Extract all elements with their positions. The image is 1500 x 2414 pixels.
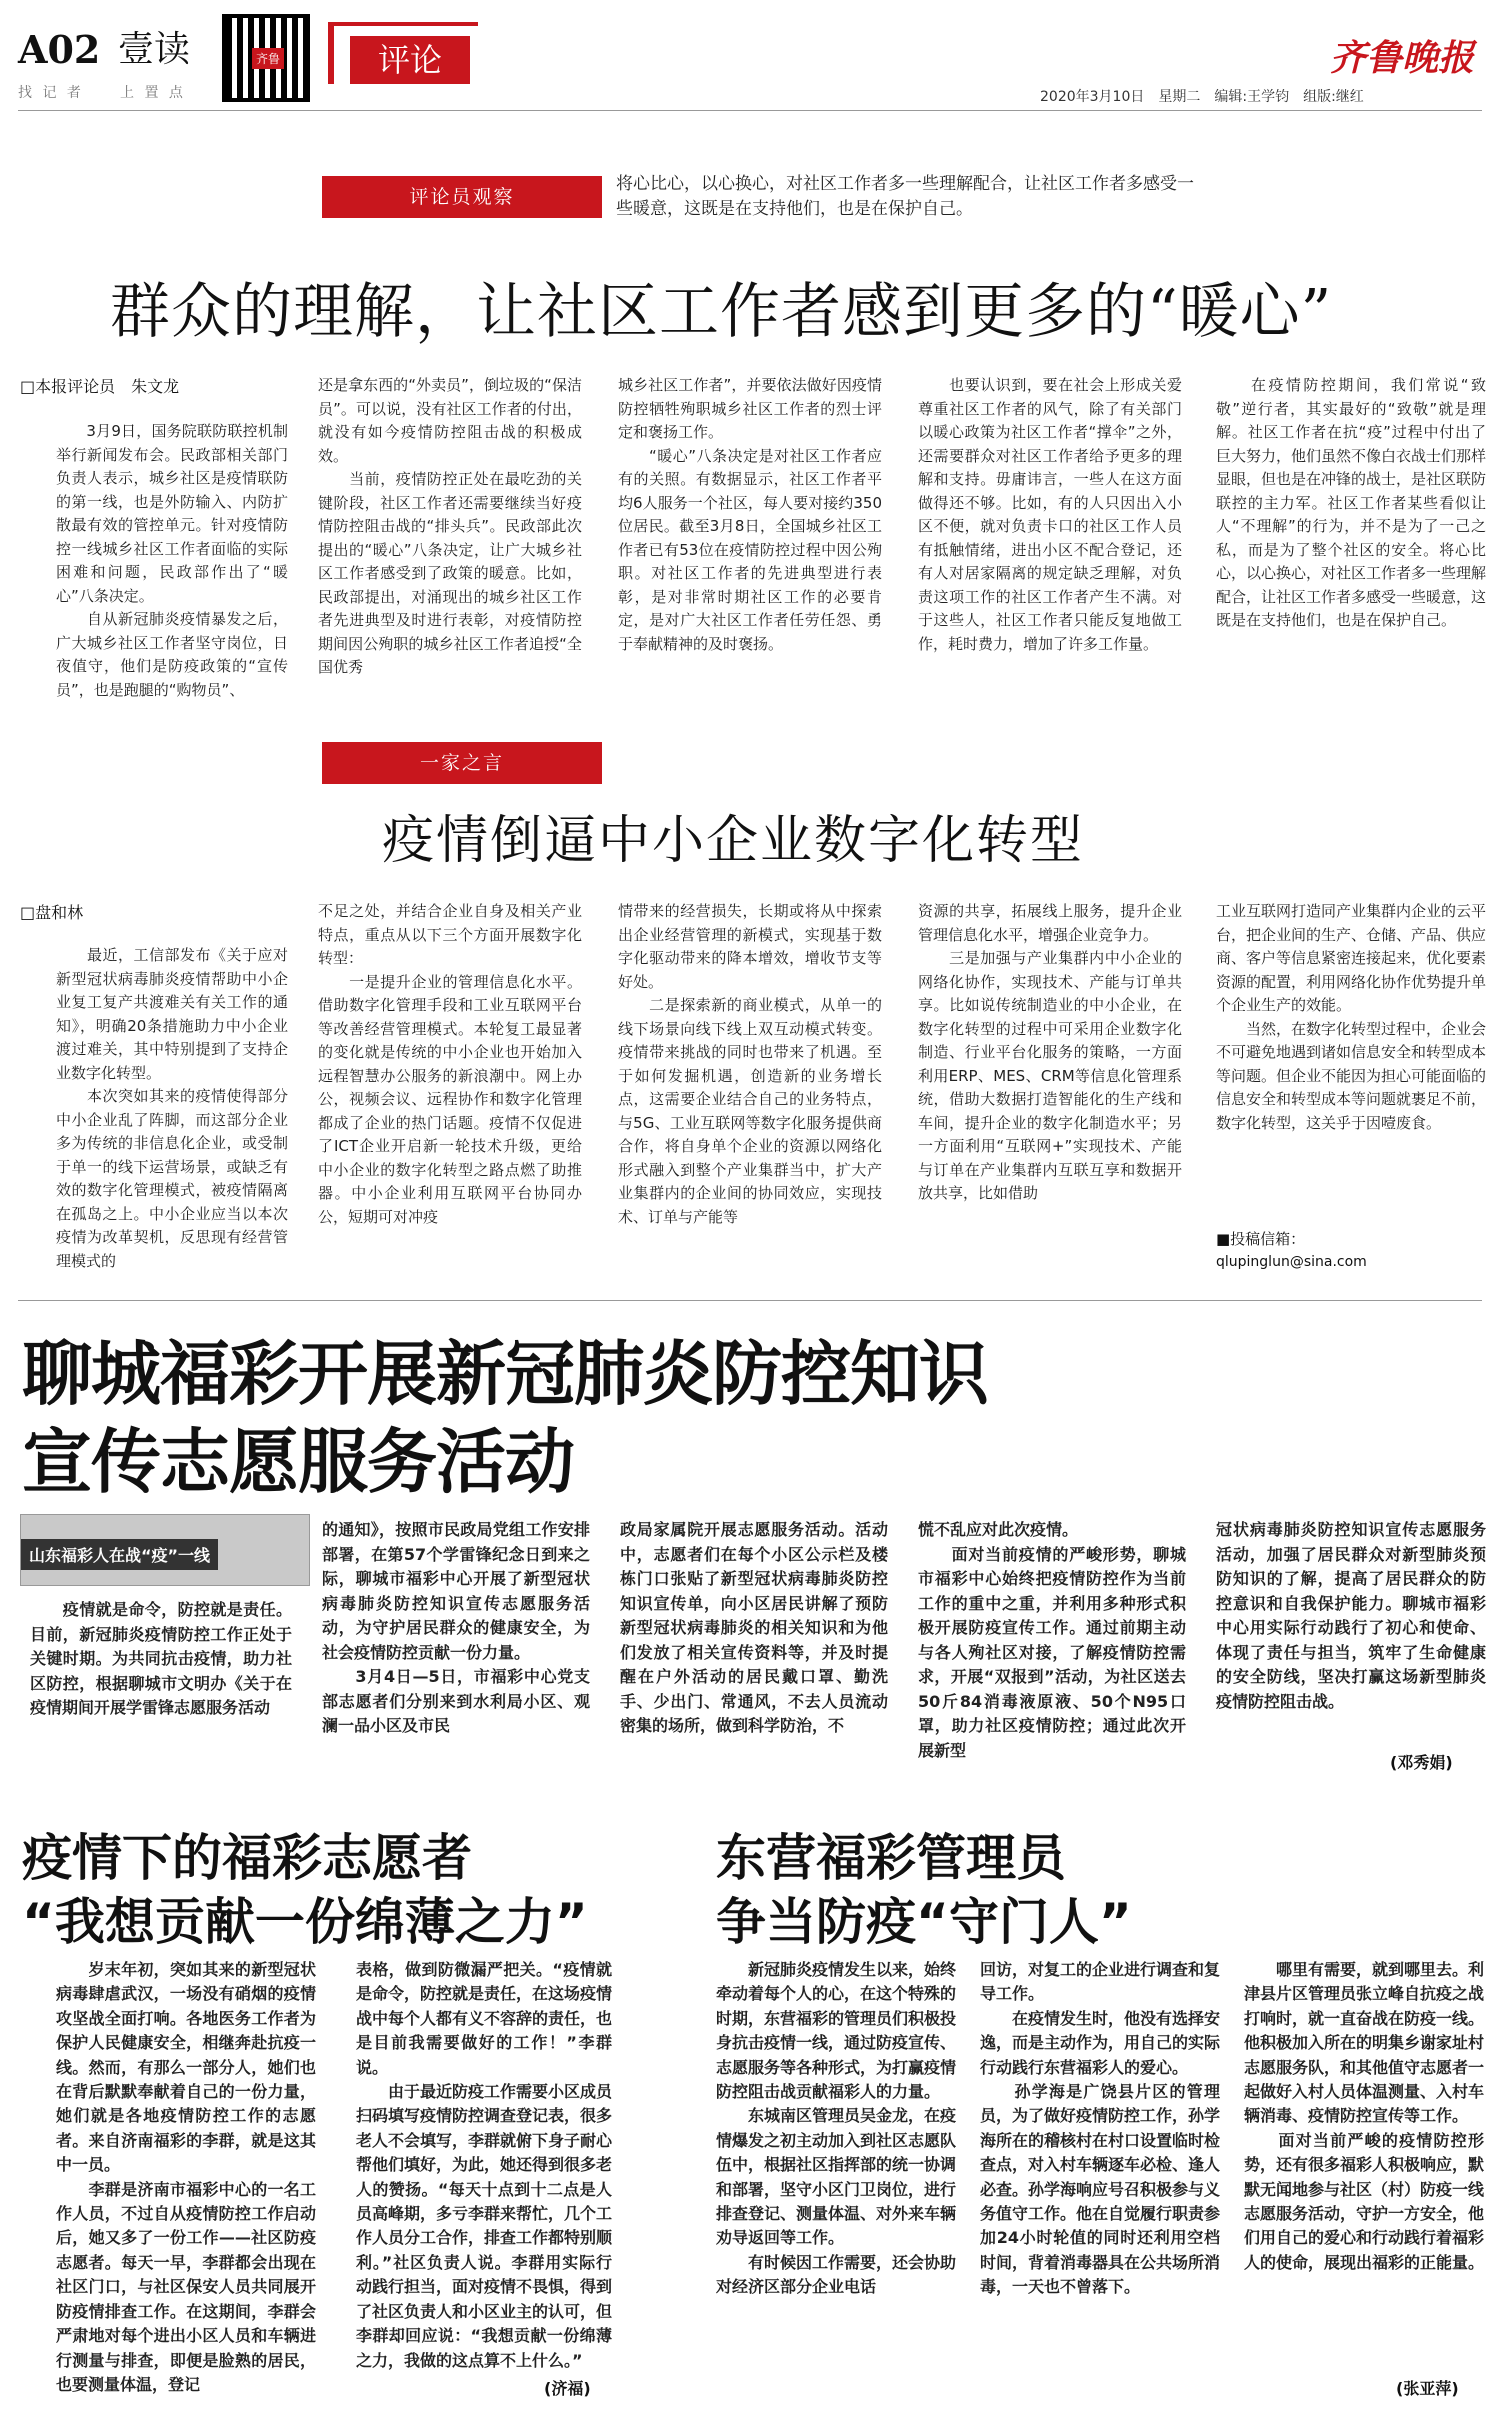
newspaper-logo: 齐鲁晚报 bbox=[1330, 37, 1475, 79]
section-tab-label: 评论 bbox=[350, 36, 470, 84]
article1-col-4: 也要认识到，要在社会上形成关爱尊重社区工作者的风气，除了有关部门以暖心政策为社区工作者“撑伞”之外，还需要群众对社区工作者给予更多的理解和支持。毋庸讳言，一些人在这方面做得还不够。比如，有的人只因出入小区不便，就对负责卡口的社区工作人员有抵触情绪，进出小区不配合登记，还有人对居家隔离的规定缺乏理解，对负责这项工作的社区工作者产生不满。对于这些人，社区工作者只能反复地做工作，耗时费力，增加了许多工作量。 bbox=[918, 376, 1182, 653]
article2-tag: 一家之言 bbox=[322, 742, 602, 784]
article5-title-line-1: 东营福彩管理员 bbox=[716, 1829, 1066, 1887]
article3-banner-text: 山东福彩人在战“疫”一线 bbox=[21, 1539, 218, 1570]
page-number: A02 bbox=[18, 27, 101, 72]
article3-title-line-1: 聊城福彩开展新冠肺炎防控知识 bbox=[22, 1333, 988, 1415]
article3-title-line-2: 宣传志愿服务活动 bbox=[22, 1421, 574, 1503]
article2-col-2: 不足之处，并结合企业自身及相关产业特点，重点从以下三个方面开展数字化转型： 一是提升企业的管理信息化水平。借助数字化管理手段和工业互联网平台等改善经营管理模式。本轮复工最显著的变化就是传统的中小企业也开始加入远程智慧办公服务的新浪潮中。网上办公，视频会议、远程协作和数字化管理都成了企业的热门话题。疫情不仅促进了ICT企业开启新一轮技术升级，更给中小企业的数字化转型之路点燃了助推器。中小企业利用互联网平台协同办公，短期可对冲疫 bbox=[318, 902, 582, 1226]
article2-col-4: 资源的共享，拓展线上服务，提升企业管理信息化水平，增强企业竞争力。 三是加强与产业集群内中小企业的网络化协作，实现技术、产能与订单共享。比如说传统制造业的中小企业，在数字化转型的过程中可采用企业数字化制造、行业平台化服务的策略，一方面利用ERP、MES、CRM等信息化管理系统，借助大数据打造智能化的生产线和车间，提升企业的数字化制造水平；另一方面利用“互联网+”实现技术、产能与订单在产业集群内互联互享和数据开放共享，比如借助 bbox=[918, 902, 1182, 1202]
masthead-divider bbox=[18, 110, 1482, 111]
article3-top-divider bbox=[18, 1300, 1482, 1301]
article2-contrib-email[interactable]: qlupinglun@sina.com bbox=[1216, 1254, 1367, 1270]
qr-label: 齐鲁 bbox=[252, 48, 284, 69]
article3-col-3: 政局家属院开展志愿服务活动。活动中，志愿者们在每个小区公示栏及楼栋门口张贴了新型冠状病毒肺炎防控知识宣传单，向小区居民讲解了预防新型冠状病毒肺炎的相关知识和为他们发放了相关宣传资料等，并及时提醒在户外活动的居民戴口罩、勤洗手、少出门、常通风，不去人员流动密集的场所，做到科学防治，不 bbox=[620, 1520, 888, 1735]
article4-sign: (济福) bbox=[544, 2379, 591, 2398]
article2-col-1: 最近，工信部发布《关于应对新型冠状病毒肺炎疫情帮助中小企业复工复产共渡难关有关工作的通知》，明确20条措施助力中小企业渡过难关，其中特别提到了支持企业数字化转型。 本次突如其来的疫情使得部分中小企业乱了阵脚，而这部分企业多为传统的非信息化企业，或受制于单一的线下运营场景，或缺乏有效的数字化管理模式，被疫情隔离在孤岛之上。中小企业应当以本次疫情为改革契机，反思现有经营管理模式的 bbox=[56, 946, 288, 1270]
article1-col-1: 3月9日，国务院联防联控机制举行新闻发布会。民政部相关部门负责人表示，城乡社区是疫情联防的第一线，也是外防输入、内防扩散最有效的管控单元。针对疫情防控一线城乡社区工作者面临的实际困难和问题，民政部作出了“暖心”八条决定。 自从新冠肺炎疫情暴发之后，广大城乡社区工作者坚守岗位，日夜值守，他们是防疫政策的“宣传员”，也是跑腿的“购物员”、 bbox=[56, 422, 288, 699]
article3-col-5: 冠状病毒肺炎防控知识宣传志愿服务活动，加强了居民群众对新型肺炎预防知识的了解，提高了居民群众的防控意识和自我保护能力。聊城市福彩中心用实际行动践行了初心和使命、体现了责任与担当，筑牢了生命健康的安全防线，坚决打赢这场新型肺炎疫情防控阻击战。 bbox=[1216, 1520, 1486, 1711]
article5-title-line-2: 争当防疫“守门人” bbox=[716, 1893, 1132, 1951]
article5-col-2: 回访，对复工的企业进行调查和复导工作。 在疫情发生时，他没有选择安逸，而是主动作为，用自己的实际行动践行东营福彩人的爱心。 孙学海是广饶县片区的管理员，为了做好疫情防控工作，孙学海所在的稽核村在村口设置临时检查点，对入村车辆逐车必检、逢人必查。孙学海响应号召积极参与义务值守工作。他在自觉履行职责参加24小时轮值的同时还利用空档时间，背着消毒器具在公共场所消毒，一天也不曾落下。 bbox=[980, 1960, 1220, 2297]
article1-col-2: 还是拿东西的“外卖员”，倒垃圾的“保洁员”。可以说，没有社区工作者的付出，就没有如今疫情防控阻击战的积极成效。 当前，疫情防控正处在最吃劲的关键阶段，社区工作者还需要继续当好疫情防控阻击战的“排头兵”。民政部此次提出的“暖心”八条决定，让广大城乡社区工作者感受到了政策的暖意。比如，民政部提出，对涌现出的城乡社区工作者先进典型及时进行表彰，对疫情防控期间因公殉职的城乡社区工作者追授“全国优秀 bbox=[318, 376, 582, 676]
article5-col-3: 哪里有需要，就到哪里去。利津县片区管理员张立峰自抗疫之战打响时，就一直奋战在防疫一线。他积极加入所在的明集乡谢家址村志愿服务队，和其他值守志愿者一起做好入村人员体温测量、入村车辆消毒、疫情防控宣传等工作。 面对当前严峻的疫情防控形势，还有很多福彩人积极响应，默默无闻地参与社区（村）防疫一线志愿服务活动，守护一方安全，他们用自己的爱心和行动践行着福彩人的使命，展现出福彩的正能量。 bbox=[1244, 1960, 1484, 2272]
article3-col-1: 疫情就是命令，防控就是责任。目前，新冠肺炎疫情防控工作正处于关键时期。为共同抗击疫情，助力社区防控，根据聊城市文明办《关于在疫情期间开展学雷锋志愿服务活动 bbox=[30, 1600, 292, 1717]
section-name: 壹读 bbox=[118, 29, 191, 70]
article4-col-2: 表格，做到防微漏严把关。“疫情就是命令，防控就是责任，在这场疫情战中每个人都有义不容辞的责任，也是目前我需要做好的工作！”李群说。 由于最近防疫工作需要小区成员扫码填写疫情防控调查登记表，很多老人不会填写，李群就俯下身子耐心帮他们填好，为此，她还得到很多老人的赞扬。“每天十点到十二点是人员高峰期，多亏李群来帮忙，几个工作人员分工合作，排查工作都特别顺利。”社区负责人说。李群用实际行动践行担当，面对疫情不畏惧，得到了社区负责人和小区业主的认可，但李群却回应说：“我想贡献一份绵薄之力，我做的这点算不上什么。” bbox=[356, 1960, 612, 2370]
article5-sign: (张亚萍) bbox=[1396, 2379, 1459, 2398]
qr-code-icon[interactable] bbox=[222, 14, 310, 102]
article3-sign: (邓秀娟) bbox=[1390, 1753, 1453, 1772]
article5-col-1: 新冠肺炎疫情发生以来，始终牵动着每个人的心，在这个特殊的时期，东营福彩的管理员们积极投身抗击疫情一线，通过防疫宣传、志愿服务等各种形式，为打赢疫情防控阻击战贡献福彩人的力量。 东城南区管理员吴金龙，在疫情爆发之初主动加入到社区志愿队伍中，根据社区指挥部的统一协调和部署，坚守小区门卫岗位，进行排查登记、测量体温、对外来车辆劝导返回等工作。 有时候因工作需要，还会协助对经济区部分企业电话 bbox=[716, 1960, 956, 2297]
article3-banner-image bbox=[20, 1514, 310, 1586]
masthead-sub-2: 上 置 点 bbox=[120, 85, 186, 101]
article1-deck: 将心比心，以心换心，对社区工作者多一些理解配合，让社区工作者多感受一些暖意，这既是在支持他们，也是在保护自己。 bbox=[616, 174, 1194, 219]
article1-col-3: 城乡社区工作者”，并要依法做好因疫情防控牺牲殉职城乡社区工作者的烈士评定和褒扬工作。 “暖心”八条决定是对社区工作者应有的关照。有数据显示，社区工作者平均6人服务一个社区，每人要对接约350位居民。截至3月8日，全国城乡社区工作者已有53位在疫情防控过程中因公殉职。对社区工作者的先进典型进行表彰，是对非常时期社区工作的必要肯定，是对广大社区工作者任劳任怨、勇于奉献精神的及时褒扬。 bbox=[618, 376, 882, 653]
date-line: 2020年3月10日 星期二 编辑:王学钧 组版:继红 bbox=[1040, 89, 1364, 105]
article2-col-5: 工业互联网打造同产业集群内企业的云平台，把企业间的生产、仓储、产品、供应商、客户等信息紧密连接起来，优化要素资源的配置，利用网络化协作优势提升单个企业生产的效能。 当然，在数字化转型过程中，企业会不可避免地遇到诸如信息安全和转型成本等问题。但企业不能因为担心可能面临的信息安全和转型成本等问题就裹足不前，数字化转型，这关乎于因噎废食。 bbox=[1216, 902, 1486, 1132]
masthead-sub-1: 找 记 者 bbox=[18, 85, 84, 101]
article2-title: 疫情倒逼中小企业数字化转型 bbox=[382, 811, 1085, 871]
article1-title: 群众的理解，让社区工作者感到更多的“暖心” bbox=[110, 277, 1333, 347]
article4-title-line-1: 疫情下的福彩志愿者 bbox=[22, 1829, 472, 1887]
article1-byline: □本报评论员 朱文龙 bbox=[20, 377, 180, 396]
article4-col-1: 岁末年初，突如其来的新型冠状病毒肆虐武汉，一场没有硝烟的疫情攻坚战全面打响。各地医务工作者为保护人民健康安全，相继奔赴抗疫一线。然而，有那么一部分人，她们也在背后默默奉献着自己的一份力量，她们就是各地疫情防控工作的志愿者。来自济南福彩的李群，就是这其中一员。 李群是济南市福彩中心的一名工作人员，不过自从疫情防控工作启动后，她又多了一份工作——社区防疫志愿者。每天一早，李群都会出现在社区门口，与社区保安人员共同展开防疫情排查工作。在这期间，李群会严肃地对每个进出小区人员和车辆进行测量与排查，即便是脸熟的居民，也要测量体温，登记 bbox=[56, 1960, 316, 2394]
article1-col-5: 在疫情防控期间，我们常说“致敬”逆行者，其实最好的“致敬”就是理解。社区工作者在抗“疫”过程中付出了巨大努力，他们虽然不像白衣战士们那样显眼，但也是在冲锋的战士，是社区联防联控的主力军。社区工作者某些看似让人“不理解”的行为，并不是为了一己之私，而是为了整个社区的安全。将心比心，以心换心，对社区工作者多一些理解配合，让社区工作者多感受一些暖意，这既是在支持他们，也是在保护自己。 bbox=[1216, 376, 1486, 629]
article3-col-4: 慌不乱应对此次疫情。 面对当前疫情的严峻形势，聊城市福彩中心始终把疫情防控作为当前工作的重中之重，并利用多种形式积极开展防疫宣传工作。通过前期主动与各人殉社区对接，了解疫情防控需求，开展“双报到”活动，为社区送去50斤84消毒液原液、50个N95口罩，助力社区疫情防控；通过此次开展新型 bbox=[918, 1520, 1186, 1760]
article1-tag: 评论员观察 bbox=[322, 176, 602, 218]
article2-byline: □盘和林 bbox=[20, 903, 84, 922]
article4-title-line-2: “我想贡献一份绵薄之力” bbox=[22, 1893, 588, 1951]
article2-col-3: 情带来的经营损失，长期或将从中探索出企业经营管理的新模式，实现基于数字化驱动带来的降本增效，增收节支等好处。 二是探索新的商业模式，从单一的线下场景向线下线上双互动模式转变。疫情带来挑战的同时也带来了机遇。至于如何发掘机遇，创造新的业务增长点，这需要企业结合自己的业务特点，与5G、工业互联网等数字化服务提供商合作，将自身单个企业的资源以网络化形式融入到整个产业集群当中，扩大产业集群内的企业间的协同效应，实现技术、订单与产能等 bbox=[618, 902, 882, 1226]
article2-contrib-label: ■投稿信箱： bbox=[1216, 1230, 1306, 1248]
article3-col-2: 的通知》，按照市民政局党组工作安排部署，在第57个学雷锋纪念日到来之际，聊城市福彩中心开展了新型冠状病毒肺炎防控知识宣传志愿服务活动，为守护居民群众的健康安全，为社会疫情防控贡献一份力量。 3月4日—5日，市福彩中心党支部志愿者们分别来到水利局小区、观澜一品小区及市民 bbox=[322, 1520, 590, 1735]
